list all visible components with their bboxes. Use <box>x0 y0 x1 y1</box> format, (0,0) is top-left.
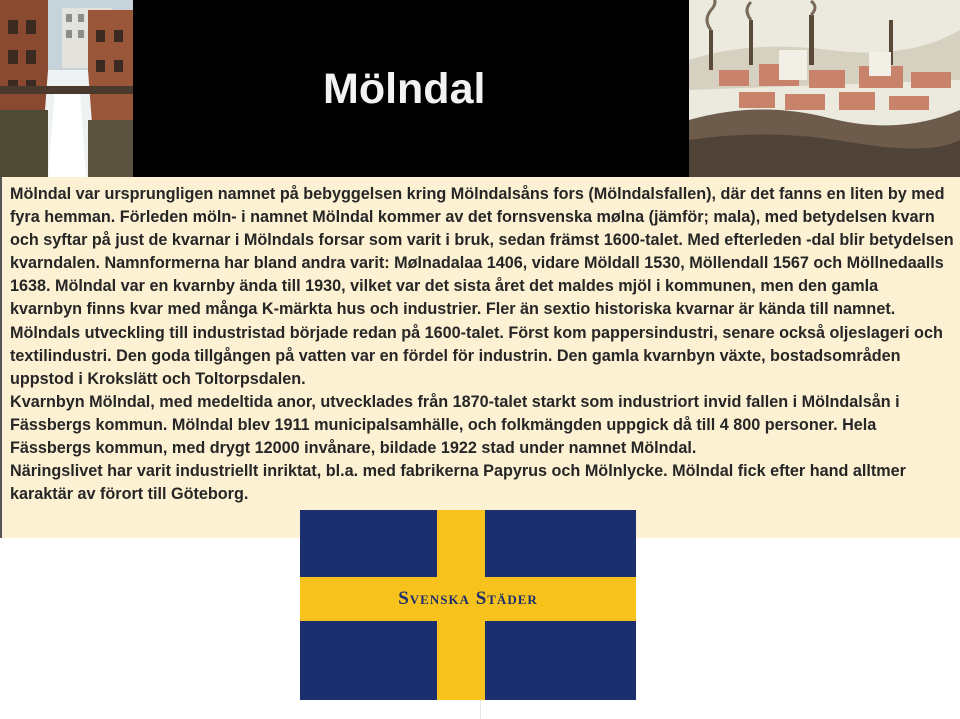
town-engraving <box>689 0 960 177</box>
description-text <box>10 183 954 506</box>
paragraph-municipality: Kvarnbyn Mölndal, med medeltida anor, utvecklades från 1870-talet starkt som industriort invid fallen i Mölndalsån i Fässbergs kommun. Mölndal blev 1911 municipalsamhälle, och folkmängden uppgick då till 4 800 personer. Hela Fässbergs kommun, med drygt 12000 invånare, bildade 1922 stad under namnet Mölndal. <box>10 392 900 458</box>
description-panel <box>0 177 960 538</box>
title-block <box>133 0 689 177</box>
paragraph-industry: Näringslivet har varit industriellt inriktat, bl.a. med fabrikerna Papyrus och Mölnlycke. Mölndal fick efter hand alltmer karaktär av förort till Göteborg. <box>10 462 906 504</box>
waterfall-mill-photo <box>0 0 133 177</box>
paragraph-history: Mölndal var ursprungligen namnet på bebyggelsen kring Mölndalsåns fors (Mölndalsfallen), där det fanns en liten by med fyra hemman. Förleden möln- i namnet Mölndal kommer av det fornsvenska mølna (jämför; mala), med betydelsen kvarn och syftar på just de kvarnar i Mölndals forsar som varit i bruk, sedan främst 1600-talet. Med efterleden -dal blir betydelsen kvarndalen. Namnformerna har bland andra varit: Mølnadalaa 1406, vidare Möldall 1530, Möllendall 1567 och Möllnedaalls 1638. Mölndal var en kvarnby ända till 1930, vilket var det sista året det maldes mjöl i kommunen, men den gamla kvarnbyn finns kvar med många K-märkta hus och industrier. Fler än sextio historiska kvarnar är kända till namnet. Mölndals utveckling till industristad började redan på 1600-talet. Först kom pappersindustri, senare också oljeslageri och textilindustri. Den goda tillgången på vatten var en fördel för industrin. Den gamla kvarnbyn växte, bostadsområden uppstod i Krokslätt och Toltorpsdalen. <box>10 185 954 388</box>
page-title: Mölndal <box>323 65 486 113</box>
svenska-stader-flag-logo <box>300 510 636 700</box>
flag-label: Svenska Städer <box>398 588 538 609</box>
bottom-divider <box>480 700 481 719</box>
historic-town-illustration <box>689 0 960 177</box>
waterfall-mill-illustration <box>0 0 133 177</box>
